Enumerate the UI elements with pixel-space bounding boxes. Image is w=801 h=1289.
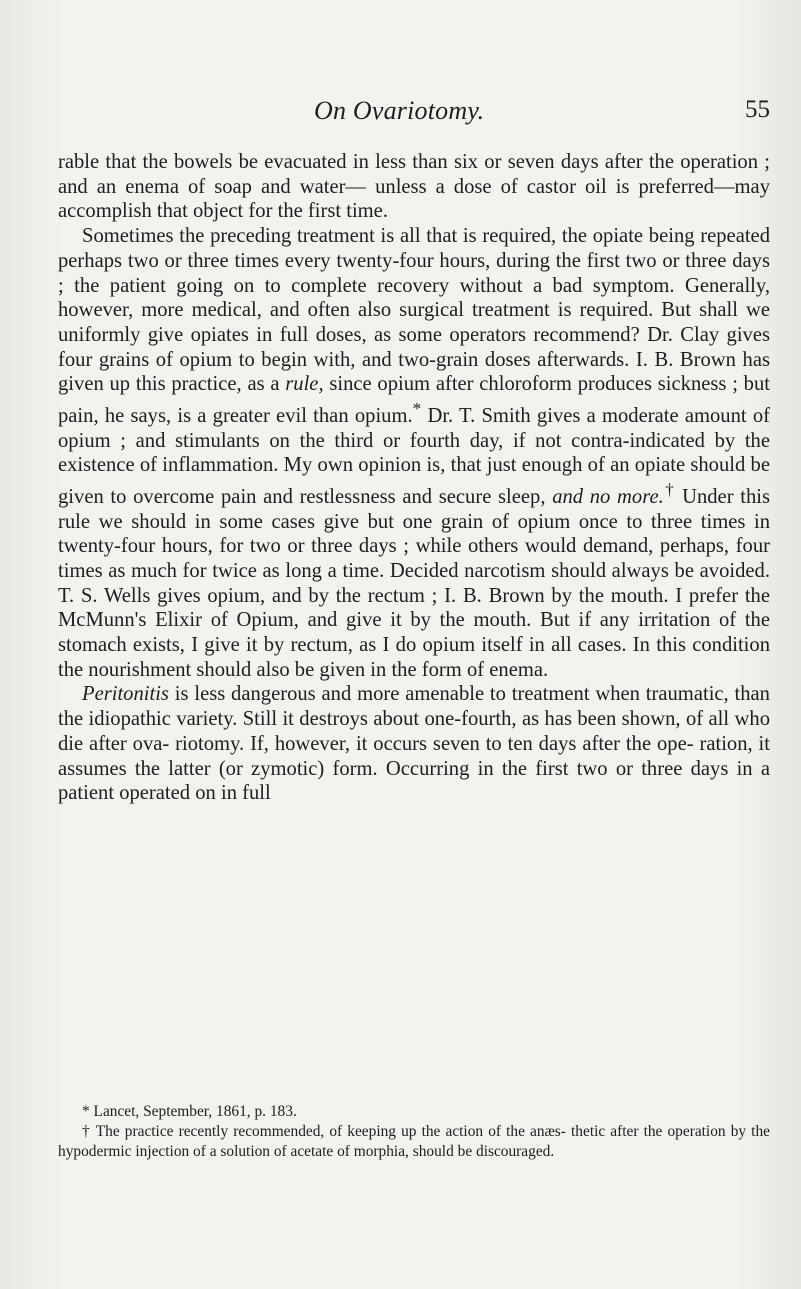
emphasis-no-more: and no more. — [552, 485, 664, 508]
paragraph-text: since opium after chloroform produces sickness ; but pain, he says, is a greater evil than opium. — [58, 373, 770, 427]
paragraph-text: Under this rule we should in some cases give but one grain of opium once to three times in twenty-four hours, for two or three days ; while others would demand, perhaps, four times as much for twice as long a time. Decided narcotism should always be avoided. T. S. Wells gives opium, and by the rectum ; I. B. Brown by the mouth. I prefer the McMunn's Elixir of Opium, and give it by the mouth. But if any irritation of the stomach exists, I give it by rectum, as I do opium itself in all cases. In this condition the nourishment should also be given in the form of enema. — [58, 485, 770, 681]
paragraph-text: Dr. T. Smith gives a moderate amount of opium ; and stimulants on the third or fourth day, if not contra-indicated by the existence of inflammation. My own opinion is, that just enough of an opiate should be given to overcome pain and restlessness and secure sleep, — [58, 404, 770, 508]
footnotes — [58, 1102, 770, 1162]
paragraph-opiates — [58, 224, 770, 682]
paragraph-peritonitis — [58, 682, 770, 806]
paragraph-continued — [58, 150, 770, 224]
paragraph-text: is less dangerous and more amenable to treatment when traumatic, than the idiopathic variety. Still it destroys about one-fourth, as has been shown, of all who die after ova- riotomy. If, however, it occurs seven to ten days after the ope- ration, it assumes the latter (or zymotic) form. Occurring in the first two or three days in a patient operated on in full — [58, 683, 770, 805]
footnote-lancet: * Lancet, September, 1861, p. 183. — [82, 1103, 297, 1120]
footnote-practice: † The practice recently recommended, of keeping up the action of the anæs- thetic after the operation by the hypodermic injection of a solution of acetate of morphia, should be discouraged. — [58, 1123, 770, 1160]
running-title: On Ovariotomy. — [314, 96, 485, 125]
footnote-marker-asterisk: * — [412, 399, 422, 419]
body-text — [58, 150, 770, 806]
footnote-marker-dagger: † — [663, 480, 676, 499]
paragraph-text: Sometimes the preceding treatment is all that is required, the opiate being repeated perhaps two or three times every twenty-four hours, during the first two or three days ; the patient going on to complete recovery without a bad symptom. Generally, however, more medical, and often also surgical treatment is required. But shall we uniformly give opiates in full doses, as some operators recommend? Dr. Clay gives four grains of opium to begin with, and two-grain doses afterwards. I. B. Brown has given up this practice, as a — [58, 225, 770, 396]
term-peritonitis: Peritonitis — [82, 683, 169, 706]
paragraph-text: rable that the bowels be evacuated in less than six or seven days after the operation ; and an enema of soap and water— unless a dose of castor oil is preferred—may accomplish that object for the first time. — [58, 151, 770, 223]
page-number: 55 — [745, 96, 770, 123]
emphasis-rule: rule, — [285, 373, 324, 396]
page-header — [58, 96, 770, 132]
